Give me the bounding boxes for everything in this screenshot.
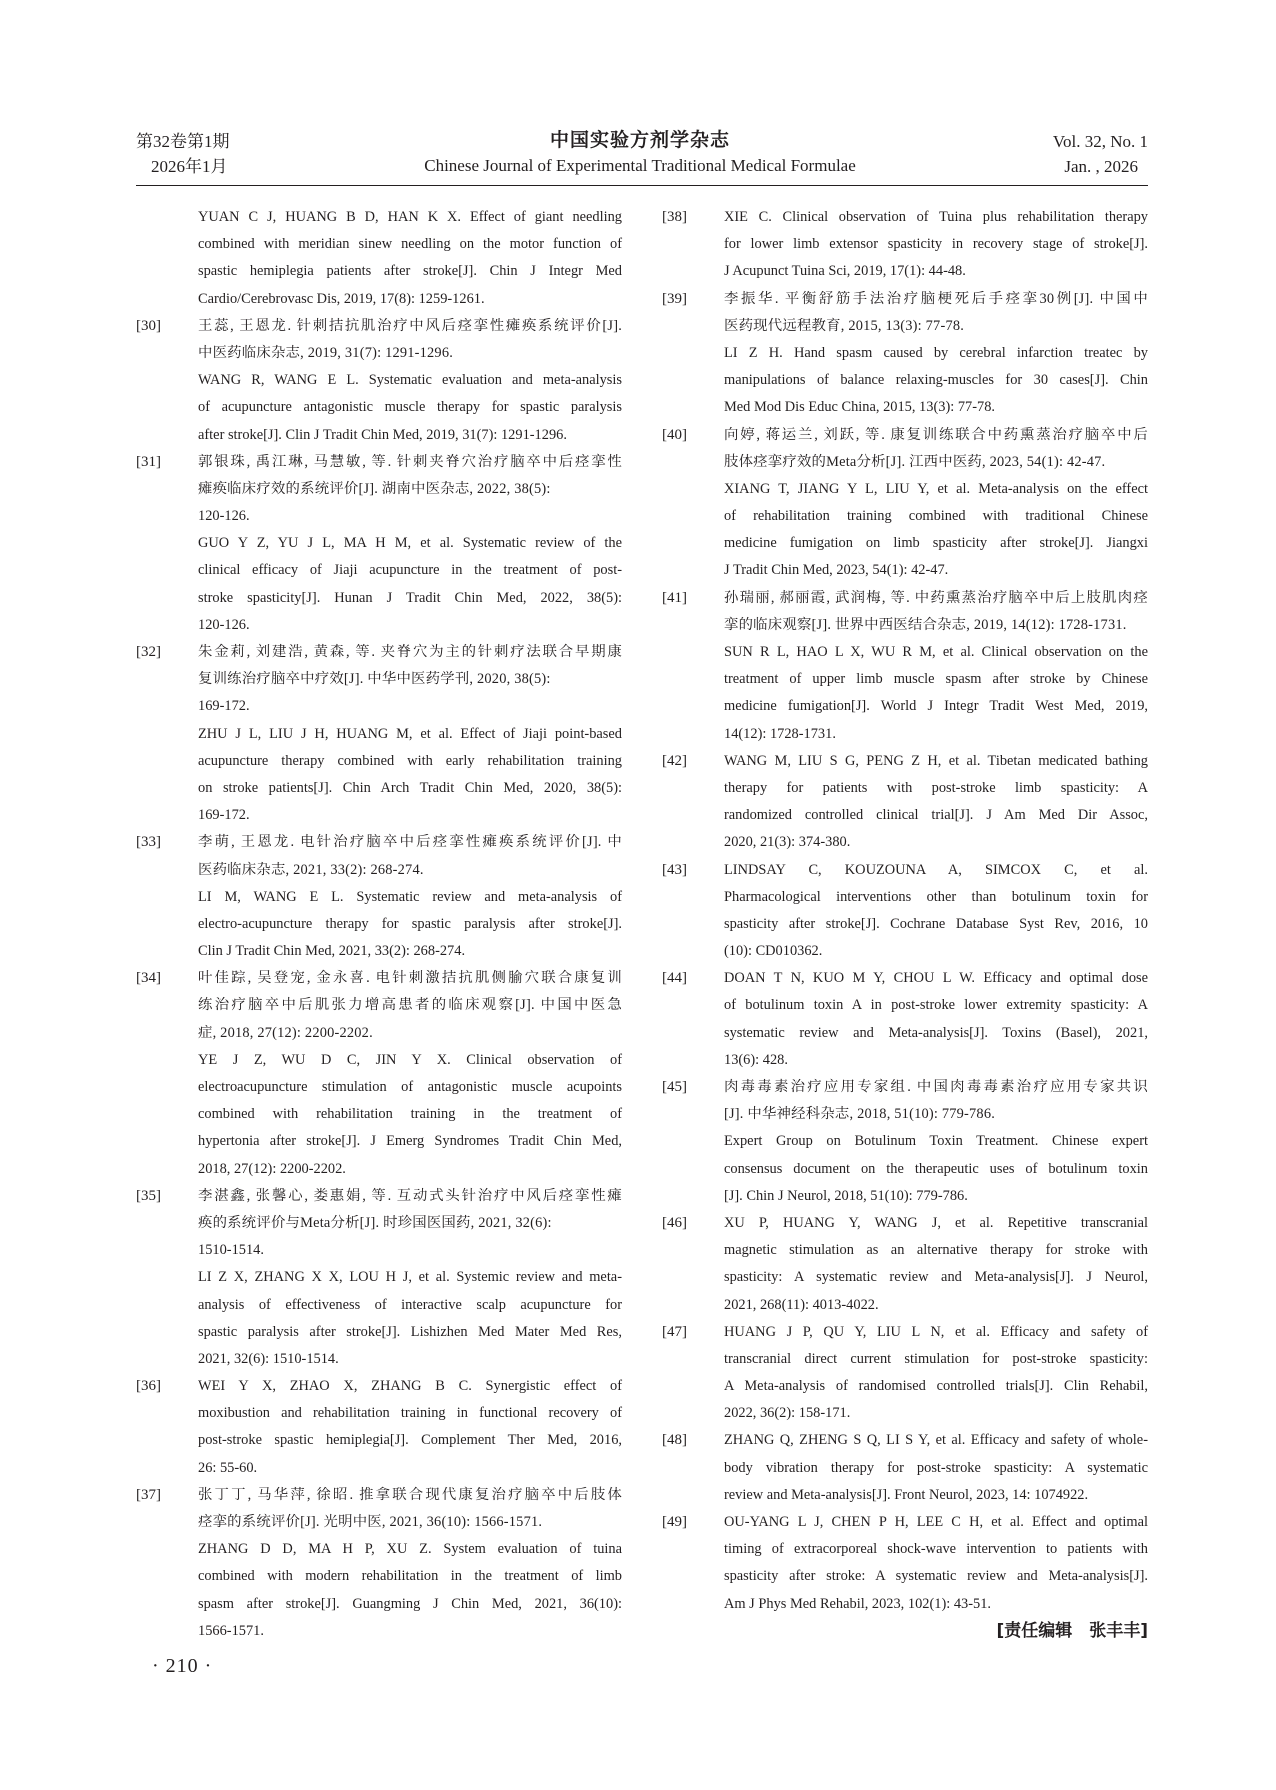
reference-line: 14(12): 1728-1731. — [724, 725, 836, 742]
reference-text — [198, 1482, 622, 1645]
reference-line: 李萌, 王恩龙. 电针治疗脑卒中后痉挛性瘫痪系统评价[J]. 中 — [198, 834, 622, 851]
reference-line: review and Meta-analysis[J]. Front Neurol, 2023, 14: 1074922. — [724, 1486, 1089, 1503]
reference-line: 朱金莉, 刘建浩, 黄森, 等. 夹脊穴为主的针刺疗法联合早期康 — [198, 644, 622, 660]
journal-title-cn: 中国实验方剂学杂志 — [549, 129, 730, 151]
reference-line: Cardio/Cerebrovasc Dis, 2019, 17(8): 1259-1261. — [198, 290, 485, 307]
reference-number: [49] — [662, 1514, 687, 1530]
journal-title-en: Chinese Journal of Experimental Traditional Medical Formulae — [424, 156, 856, 175]
reference-number: [31] — [136, 453, 161, 470]
reference-line: 叶佳踪, 吴登宠, 金永喜. 电针刺激拮抗肌侧腧穴联合康复训 — [198, 970, 622, 987]
reference-line: (10): CD010362. — [724, 943, 823, 960]
reference-line: LINDSAY C, KOUZOUNA A, SIMCOX C, et al. — [724, 861, 1148, 878]
date-en: Jan. , 2026 — [1064, 157, 1138, 176]
reference-entry — [662, 1074, 1148, 1210]
reference-line: consensus document on the therapeutic uses of botulinum toxin — [724, 1160, 1148, 1177]
reference-line: 医药临床杂志, 2021, 33(2): 268-274. — [198, 861, 424, 878]
reference-line: post-stroke spastic hemiplegia[J]. Complement Ther Med, 2016, — [198, 1432, 622, 1449]
reference-number: [40] — [662, 426, 687, 443]
reference-entry — [662, 204, 1148, 286]
reference-line: A Meta-analysis of randomised controlled trials[J]. Clin Rehabil, — [724, 1378, 1148, 1395]
reference-number: [35] — [136, 1187, 161, 1204]
reference-number: [41] — [662, 589, 687, 606]
reference-line: spasm after stroke[J]. Guangming J Chin Med, 2021, 36(10): — [198, 1595, 622, 1612]
reference-line: spasticity: A systematic review and Meta-analysis[J]. J Neurol, — [724, 1269, 1148, 1286]
reference-line: 中医药临床杂志, 2019, 31(7): 1291-1296. — [198, 344, 454, 361]
reference-number: [33] — [136, 834, 161, 851]
reference-line: WEI Y X, ZHAO X, ZHANG B C. Synergistic effect of — [198, 1378, 622, 1395]
reference-line: electro-acupuncture therapy for spastic paralysis after stroke[J]. — [198, 915, 622, 932]
reference-line: analysis of effectiveness of interactive scalp acupuncture for — [198, 1296, 622, 1313]
reference-entry — [136, 1373, 622, 1482]
reference-number: [37] — [136, 1486, 161, 1503]
reference-line: [J]. 中华神经科杂志, 2018, 51(10): 779-786. — [724, 1106, 996, 1123]
reference-entry — [136, 204, 622, 313]
reference-text — [724, 422, 1148, 585]
reference-line: 孙瑞丽, 郝丽霞, 武润梅, 等. 中药熏蒸治疗脑卒中后上肢肌肉痉 — [724, 589, 1148, 606]
reference-entry — [136, 1482, 622, 1645]
page-number: · 210 · — [152, 1655, 213, 1677]
reference-line: ZHANG Q, ZHENG S Q, LI S Y, et al. Efficacy and safety of whole- — [724, 1432, 1148, 1449]
header-right — [948, 129, 1148, 179]
reference-line: 痪的系统评价与Meta分析[J]. 时珍国医国药, 2021, 32(6): — [198, 1214, 552, 1231]
reference-line: 肉毒毒素治疗应用专家组. 中国肉毒毒素治疗应用专家共识 — [724, 1079, 1148, 1095]
reference-line: 练治疗脑卒中后肌张力增高患者的临床观察[J]. 中国中医急 — [198, 997, 622, 1014]
reference-line: 2022, 36(2): 158-171. — [724, 1405, 851, 1422]
reference-text — [724, 857, 1148, 966]
reference-entry — [662, 965, 1148, 1074]
reference-line: spastic hemiplegia patients after stroke[J]. Chin J Integr Med — [198, 263, 622, 280]
reference-text — [198, 829, 622, 965]
reference-line: after stroke[J]. Clin J Tradit Chin Med, 2019, 31(7): 1291-1296. — [198, 426, 567, 443]
reference-text — [724, 585, 1148, 748]
reference-line: 李振华. 平衡舒筋手法治疗脑梗死后手痉挛30例[J]. 中国中 — [724, 290, 1148, 307]
reference-number: [42] — [662, 752, 687, 769]
reference-line: therapy for patients with post-stroke limb spasticity: A — [724, 779, 1148, 796]
reference-entry — [136, 449, 622, 639]
reference-line: YUAN C J, HUANG B D, HAN K X. Effect of giant needling — [198, 209, 622, 225]
reference-line: 1566-1571. — [198, 1622, 264, 1639]
reference-line: hypertonia after stroke[J]. J Emerg Syndromes Tradit Chin Med, — [198, 1133, 622, 1150]
reference-line: WANG M, LIU S G, PENG Z H, et al. Tibetan medicated bathing — [724, 752, 1148, 769]
reference-line: 169-172. — [198, 807, 250, 824]
volume-issue-en: Vol. 32, No. 1 — [1052, 132, 1148, 151]
reference-entry — [136, 639, 622, 829]
reference-line: spastic paralysis after stroke[J]. Lishizhen Med Mater Med Res, — [198, 1323, 622, 1340]
reference-line: 郭银珠, 禹江琳, 马慧敏, 等. 针刺夹脊穴治疗脑卒中后痉挛性 — [198, 453, 622, 470]
reference-line: [J]. Chin J Neurol, 2018, 51(10): 779-786. — [724, 1187, 968, 1204]
reference-entry — [136, 313, 622, 449]
reference-entry — [136, 965, 622, 1183]
reference-line: 挛的临床观察[J]. 世界中西医结合杂志, 2019, 14(12): 1728-1731. — [724, 616, 1127, 633]
reference-line: XIANG T, JIANG Y L, LIU Y, et al. Meta-analysis on the effect — [724, 480, 1148, 497]
reference-line: XIE C. Clinical observation of Tuina plus rehabilitation therapy — [724, 209, 1148, 225]
reference-line: 症, 2018, 27(12): 2200-2202. — [198, 1024, 373, 1041]
reference-line: manipulations of balance relaxing-muscles for 30 cases[J]. Chin — [724, 372, 1148, 389]
reference-line: 2021, 268(11): 4013-4022. — [724, 1296, 879, 1313]
reference-line: timing of extracorporeal shock-wave intervention to patients with — [724, 1541, 1148, 1558]
reference-text — [724, 965, 1148, 1074]
reference-entry — [136, 1183, 622, 1373]
reference-line: LI Z H. Hand spasm caused by cerebral infarction treatec by — [724, 344, 1148, 361]
reference-text — [198, 449, 622, 639]
reference-line: combined with rehabilitation training in the treatment of — [198, 1106, 622, 1123]
reference-line: treatment of upper limb muscle spasm after stroke by Chinese — [724, 671, 1148, 688]
reference-line: 120-126. — [198, 508, 250, 525]
reference-line: medicine fumigation[J]. World J Integr Tradit West Med, 2019, — [724, 698, 1148, 715]
reference-line: 痉挛的系统评价[J]. 光明中医, 2021, 36(10): 1566-1571. — [198, 1514, 543, 1530]
reference-entry — [662, 1427, 1148, 1509]
reference-text — [724, 286, 1148, 422]
reference-line: J Acupunct Tuina Sci, 2019, 17(1): 44-48. — [724, 263, 966, 280]
reference-line: spasticity after stroke[J]. Cochrane Database Syst Rev, 2016, 10 — [724, 915, 1148, 932]
reference-entry — [662, 422, 1148, 585]
reference-line: medicine fumigation on limb spasticity after stroke[J]. Jiangxi — [724, 535, 1148, 552]
reference-line: 1510-1514. — [198, 1242, 264, 1259]
reference-text — [724, 1210, 1148, 1319]
reference-line: DOAN T N, KUO M Y, CHOU L W. Efficacy and optimal dose — [724, 970, 1148, 987]
reference-text — [198, 965, 622, 1183]
reference-text — [724, 1074, 1148, 1210]
reference-line: 169-172. — [198, 698, 250, 715]
reference-entry — [662, 1319, 1148, 1428]
header-rule — [136, 185, 1148, 186]
reference-line: Med Mod Dis Educ China, 2015, 13(3): 77-78. — [724, 399, 995, 416]
header-center — [300, 127, 980, 179]
reference-line: Clin J Tradit Chin Med, 2021, 33(2): 268-274. — [198, 943, 466, 960]
reference-line: XU P, HUANG Y, WANG J, et al. Repetitive transcranial — [724, 1214, 1148, 1231]
reference-line: spasticity after stroke: A systematic review and Meta-analysis[J]. — [724, 1568, 1148, 1585]
reference-line: SUN R L, HAO L X, WU R M, et al. Clinical observation on the — [724, 644, 1148, 660]
reference-entry — [662, 748, 1148, 857]
reference-number: [43] — [662, 861, 687, 878]
reference-number — [136, 204, 198, 313]
reference-text — [198, 639, 622, 829]
reference-entry — [662, 1509, 1148, 1618]
reference-number: [32] — [136, 644, 161, 660]
reference-line: 向婷, 蒋运兰, 刘跃, 等. 康复训练联合中药熏蒸治疗脑卒中后 — [724, 426, 1148, 443]
reference-line: 2018, 27(12): 2200-2202. — [198, 1160, 346, 1177]
reference-text — [724, 204, 1148, 286]
reference-line: 王蕊, 王恩龙. 针刺拮抗肌治疗中风后痉挛性瘫痪系统评价[J]. — [198, 317, 622, 334]
reference-entry — [662, 286, 1148, 422]
reference-number: [46] — [662, 1214, 687, 1231]
reference-text — [198, 313, 622, 449]
reference-line: acupuncture therapy combined with early rehabilitation training — [198, 752, 622, 769]
reference-line: Expert Group on Botulinum Toxin Treatment. Chinese expert — [724, 1133, 1148, 1150]
reference-line: WANG R, WANG E L. Systematic evaluation and meta-analysis — [198, 372, 622, 389]
reference-line: of rehabilitation training combined with traditional Chinese — [724, 508, 1148, 525]
reference-text — [198, 204, 622, 313]
reference-line: systematic review and Meta-analysis[J]. Toxins (Basel), 2021, — [724, 1024, 1148, 1041]
reference-line: YE J Z, WU D C, JIN Y X. Clinical observation of — [198, 1051, 622, 1068]
reference-number: [44] — [662, 970, 687, 987]
reference-number: [47] — [662, 1323, 687, 1340]
reference-line: on stroke patients[J]. Chin Arch Tradit Chin Med, 2020, 38(5): — [198, 779, 622, 796]
reference-line: 李湛鑫, 张馨心, 娄惠娟, 等. 互动式头针治疗中风后痉挛性瘫 — [198, 1187, 622, 1204]
reference-number: [34] — [136, 970, 161, 987]
reference-number: [45] — [662, 1079, 687, 1095]
volume-issue-cn: 第32卷第1期 — [136, 132, 230, 151]
reference-number: [48] — [662, 1432, 687, 1449]
reference-line: stroke spasticity[J]. Hunan J Tradit Chin Med, 2022, 38(5): — [198, 589, 622, 606]
reference-number: [39] — [662, 290, 687, 307]
reference-entry — [662, 857, 1148, 966]
reference-line: Am J Phys Med Rehabil, 2023, 102(1): 43-51. — [724, 1595, 992, 1612]
reference-line: 120-126. — [198, 616, 250, 633]
reference-line: ZHANG D D, MA H P, XU Z. System evaluation of tuina — [198, 1541, 622, 1558]
reference-line: for lower limb extensor spasticity in recovery stage of stroke[J]. — [724, 236, 1148, 253]
reference-line: randomized controlled clinical trial[J]. J Am Med Dir Assoc, — [724, 807, 1148, 824]
reference-line: 复训练治疗脑卒中疗效[J]. 中华中医药学刊, 2020, 38(5): — [198, 671, 551, 688]
reference-text — [198, 1373, 622, 1482]
reference-text — [724, 1427, 1148, 1509]
reference-line: LI Z X, ZHANG X X, LOU H J, et al. Systemic review and meta- — [198, 1269, 622, 1286]
reference-line: magnetic stimulation as an alternative therapy for stroke with — [724, 1242, 1148, 1259]
left-column — [136, 204, 622, 1645]
reference-line: 瘫痪临床疗效的系统评价[J]. 湖南中医杂志, 2022, 38(5): — [198, 480, 551, 497]
reference-line: ZHU J L, LIU J H, HUANG M, et al. Effect of Jiaji point-based — [198, 725, 622, 742]
reference-line: moxibustion and rehabilitation training in functional recovery of — [198, 1405, 622, 1422]
reference-line: combined with modern rehabilitation in the treatment of limb — [198, 1568, 622, 1585]
reference-entry — [662, 585, 1148, 748]
reference-text — [198, 1183, 622, 1373]
reference-line: 肢体痉挛疗效的Meta分析[J]. 江西中医药, 2023, 54(1): 42-47. — [724, 453, 1106, 470]
reference-line: 张丁丁, 马华萍, 徐昭. 推拿联合现代康复治疗脑卒中后肢体 — [198, 1486, 622, 1503]
reference-line: GUO Y Z, YU J L, MA H M, et al. Systematic review of the — [198, 535, 622, 552]
reference-line: of botulinum toxin A in post-stroke lower extremity spasticity: A — [724, 997, 1148, 1014]
reference-entry — [136, 829, 622, 965]
reference-text — [724, 1319, 1148, 1428]
reference-number: [38] — [662, 209, 687, 225]
right-column — [662, 204, 1148, 1618]
reference-entry — [662, 1210, 1148, 1319]
reference-line: 医药现代远程教育, 2015, 13(3): 77-78. — [724, 317, 965, 334]
reference-line: 26: 55-60. — [198, 1459, 258, 1476]
header-left — [136, 129, 296, 179]
reference-text — [724, 1509, 1148, 1618]
date-cn: 2026年1月 — [151, 157, 228, 176]
reference-line: of acupuncture antagonistic muscle therapy for spastic paralysis — [198, 399, 622, 416]
reference-line: HUANG J P, QU Y, LIU L N, et al. Efficacy and safety of — [724, 1323, 1148, 1340]
reference-line: body vibration therapy for post-stroke spasticity: A systematic — [724, 1459, 1148, 1476]
reference-line: combined with meridian sinew needling on the motor function of — [198, 236, 622, 253]
reference-line: 2021, 32(6): 1510-1514. — [198, 1350, 339, 1367]
responsible-editor: [责任编辑 张丰丰] — [996, 1621, 1148, 1641]
reference-line: OU-YANG L J, CHEN P H, LEE C H, et al. Effect and optimal — [724, 1514, 1148, 1530]
reference-line: J Tradit Chin Med, 2023, 54(1): 42-47. — [724, 562, 949, 579]
reference-line: Pharmacological interventions other than botulinum toxin for — [724, 888, 1148, 905]
reference-line: LI M, WANG E L. Systematic review and meta-analysis of — [198, 888, 622, 905]
reference-line: clinical efficacy of Jiaji acupuncture in the treatment of post- — [198, 562, 622, 579]
reference-line: 2020, 21(3): 374-380. — [724, 834, 851, 851]
reference-text — [724, 748, 1148, 857]
reference-number: [30] — [136, 317, 161, 334]
reference-line: electroacupuncture stimulation of antagonistic muscle acupoints — [198, 1079, 622, 1095]
reference-line: 13(6): 428. — [724, 1051, 788, 1068]
reference-number: [36] — [136, 1378, 161, 1395]
reference-line: transcranial direct current stimulation for post-stroke spasticity: — [724, 1350, 1148, 1367]
